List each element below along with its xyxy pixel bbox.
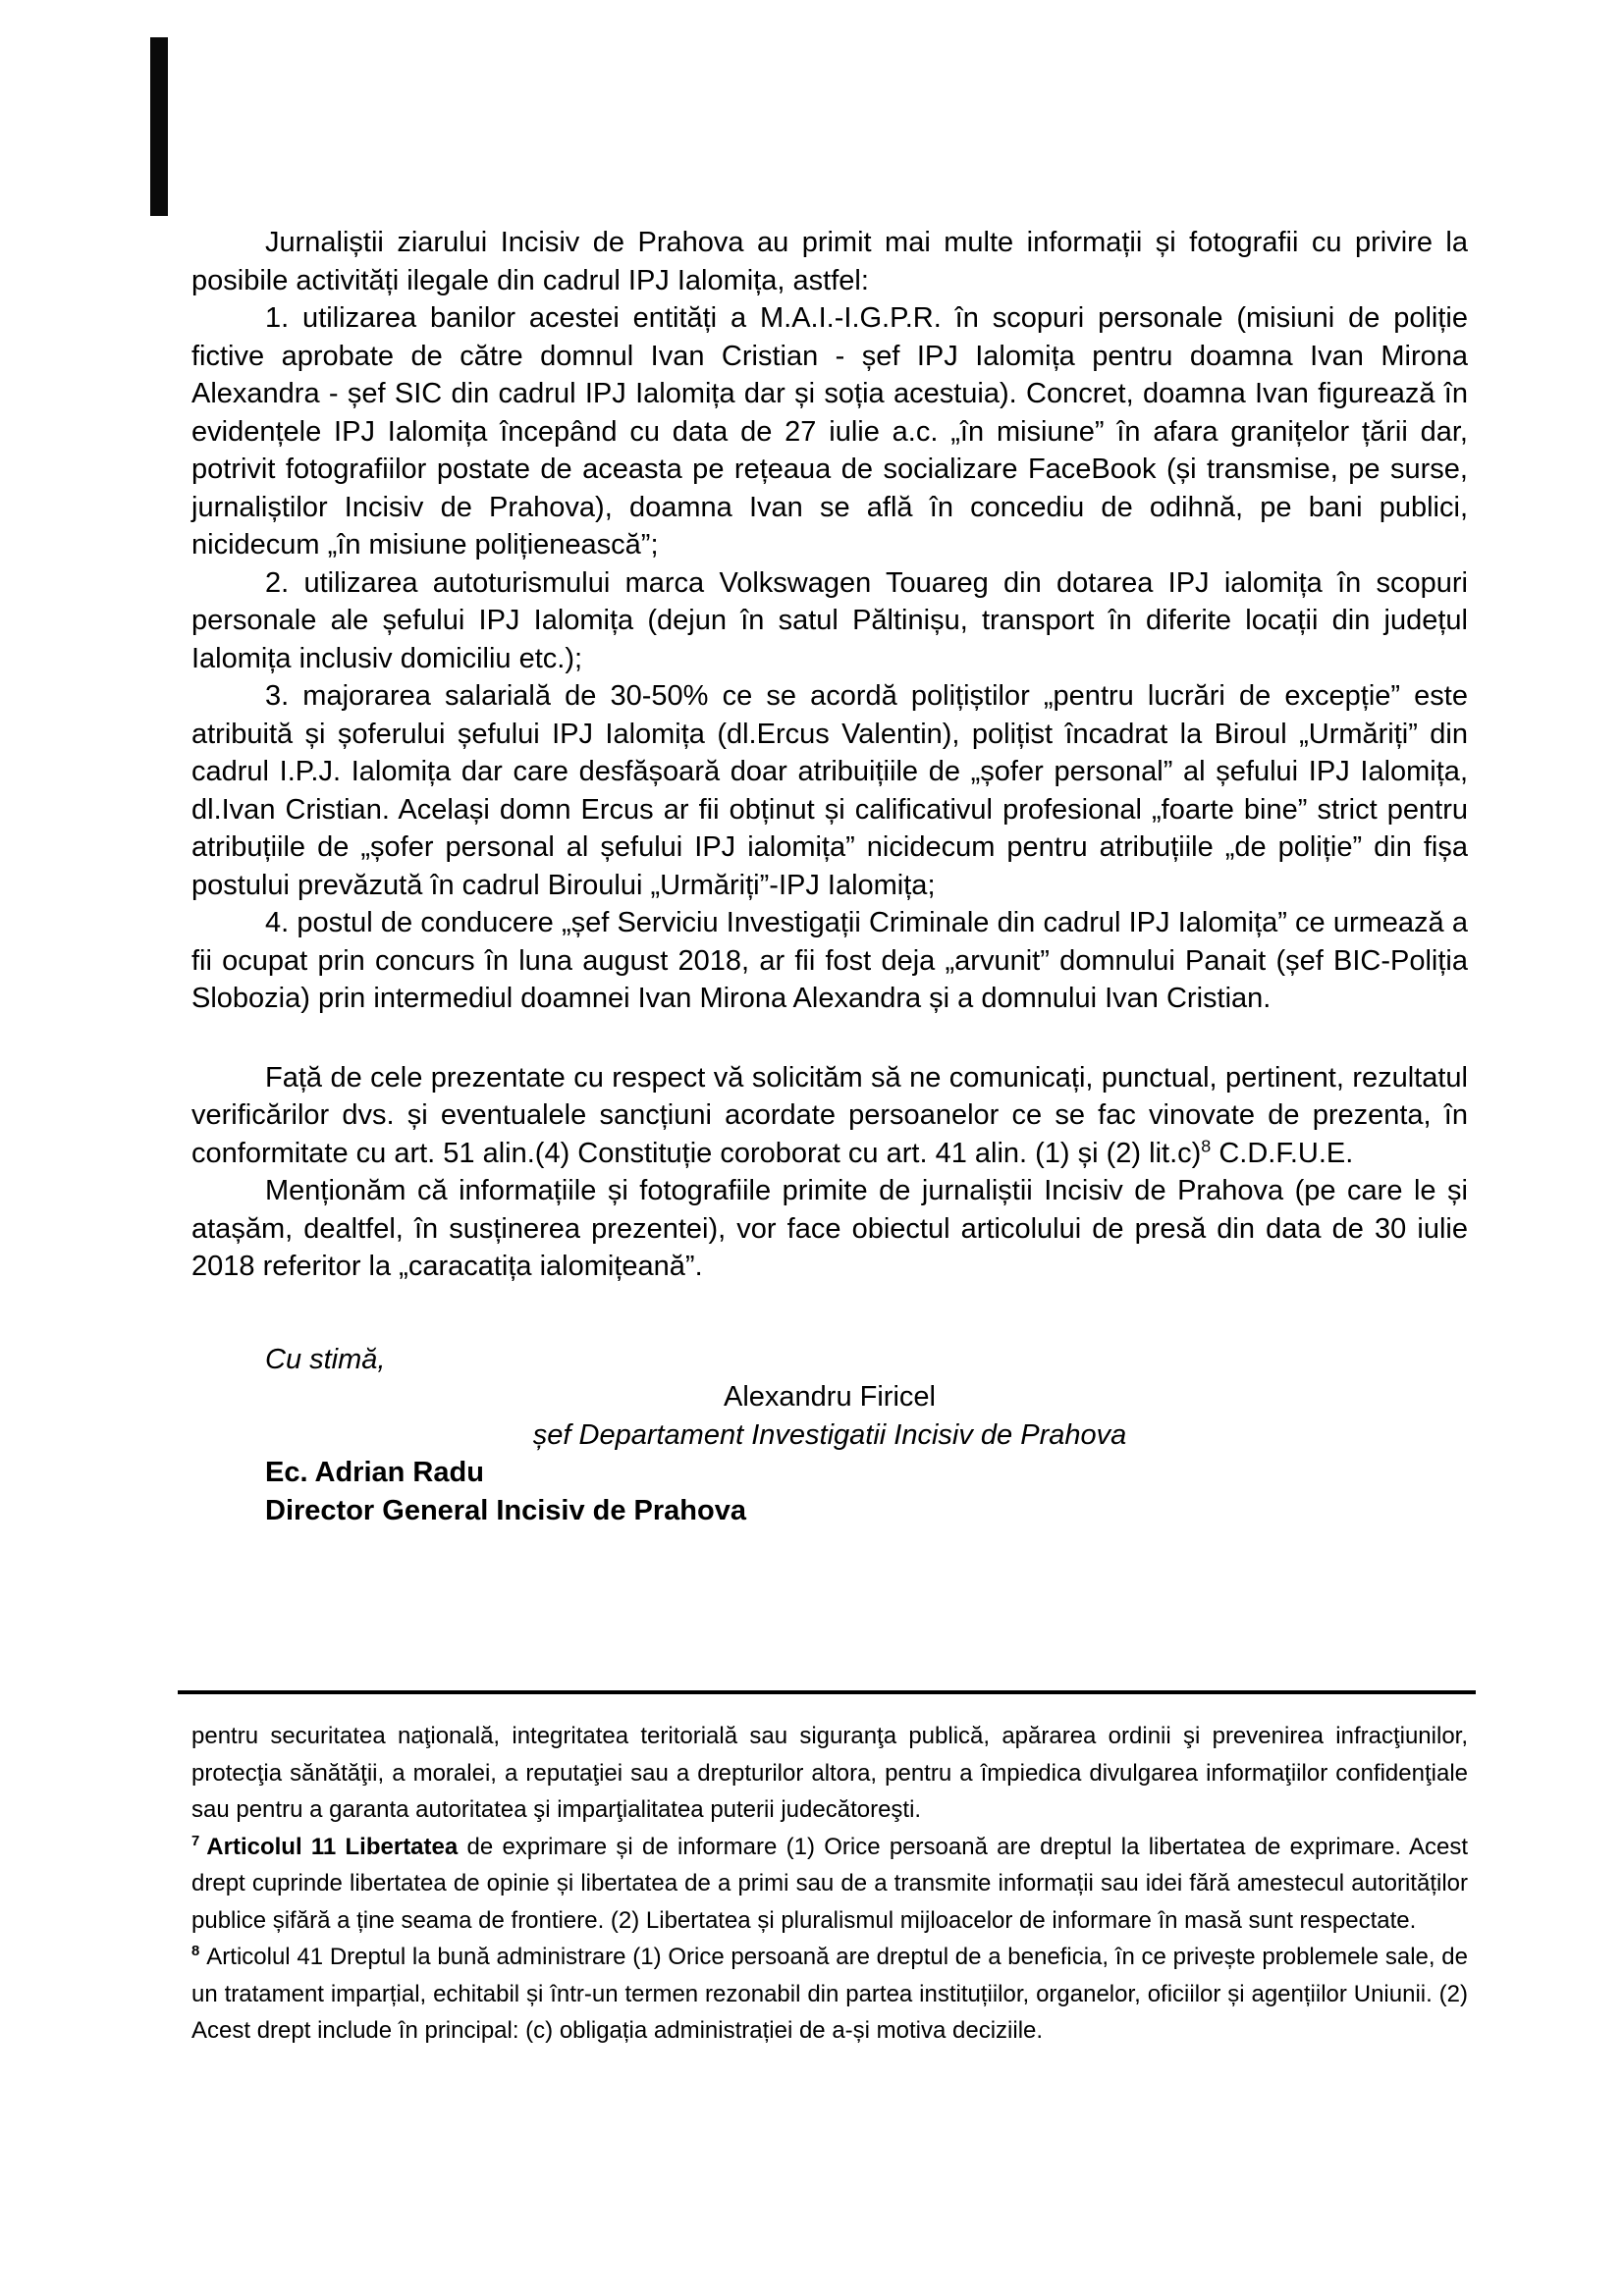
intro-paragraph: Jurnaliștii ziarului Incisiv de Prahova au primit mai multe informații și fotografii cu privire la posibile activități ilegale din cadrul IPJ Ialomița, astfel: — [191, 227, 1468, 296]
allegation-3-paragraph: 3. majorarea salarială de 30-50% ce se acordă polițiștilor „pentru lucrări de excepție” este atribuită și șoferului șefului IPJ Ialomița (dl.Ercus Valentin), polițist încadrat la Biroul „Urmăriți” din cadrul I.P.J. Ialomița dar care desfășoară doar atribuițiile de „șofer personal” al șefului IPJ Ialomița, dl.Ivan Cristian. Același domn Ercus ar fii obținut și calificativul profesional „foarte bine” strict pentru atribuțiile de „șofer personal al șefului IPJ ialomița” nicidecum pentru atribuțiile „de poliție” din fișa postului prevăzută în cadrul Biroului „Urmăriți”-IPJ Ialomița; — [191, 680, 1468, 901]
footnotes-section — [191, 1690, 1468, 2050]
footnote-8 — [191, 1939, 1468, 2050]
footnote-ref-8: 8 — [1201, 1135, 1212, 1155]
footnote-separator-line — [178, 1690, 1476, 1694]
footnote-7-marker: 7 — [191, 1833, 200, 1849]
signer-title-director: Director General Incisiv de Prahova — [265, 1494, 746, 1526]
footnote-7-lead: Articolul 11 Libertatea — [206, 1833, 459, 1860]
footnote-8-text: Articolul 41 Dreptul la bună administrare (1) Orice persoană are dreptul de a beneficia, în ce privește problemele sale, de un tratament imparțial, echitabil și într-un termen rezonabil din partea instituțiilor, organelor, oficiilor și agențiilor Uniunii. (2) Acest drept include în principal: (c) obligația administrației de a-și motiva deciziile. — [191, 1944, 1468, 2044]
footnote-7-text: de exprimare și de informare (1) Orice persoană are dreptul la libertatea de exprimare. Acest drept cuprinde libertatea de opinie și libertatea de a primi sau de a transmite informații sau idei fără amestecul autorităților publice șifără a ține seama de frontiere. (2) Libertatea și pluralismul mijloacelor de informare în masă sunt respectate. — [191, 1833, 1468, 1934]
allegation-2-paragraph: 2. utilizarea autoturismului marca Volkswagen Touareg din dotarea IPJ ialomița în scopuri personale ale șefului IPJ Ialomița (dejun în satul Păltinișu, transport în diferite locații din județul Ialomița inclusiv domiciliu etc.); — [191, 566, 1468, 674]
scan-artifact-mark — [150, 37, 168, 216]
signer-name-investigations-chief: Alexandru Firicel — [724, 1381, 936, 1413]
request-text-end: C.D.F.U.E. — [1211, 1137, 1354, 1169]
allegation-1-paragraph: 1. utilizarea banilor acestei entități a M.A.I.-I.G.P.R. în scopuri personale (misiuni de poliție fictive aprobate de către domnul Ivan Cristian - șef IPJ Ialomița pentru doamna Ivan Mirona Alexandra - șef SIC din cadrul IPJ Ialomița dar și soția acestuia). Concret, doamna Ivan figurează în evidențele IPJ Ialomița începând cu data de 27 iulie a.c. „în misiune” în afara granițelor țării dar, potrivit fotografiilor postate de aceasta pe rețeaua de socializare FaceBook (și transmise, pe surse, jurnaliștilor Incisiv de Prahova), doamna Ivan se află în concediu de odihnă, pe bani publici, nicidecum „în misiune polițienească”; — [191, 302, 1468, 561]
footnote-7 — [191, 1829, 1468, 1940]
signer-name-director: Ec. Adrian Radu — [265, 1457, 484, 1488]
signer-title-investigations-chief: șef Departament Investigatii Incisiv de Prahova — [532, 1418, 1127, 1451]
footnote-8-marker: 8 — [191, 1944, 200, 1959]
request-text: Față de cele prezentate cu respect vă solicităm să ne comunicați, punctual, pertinent, rezultatul verificărilor dvs. și eventualele sancțiuni acordate persoanelor ce se fac vinovate de prezenta, în conformitate cu art. 51 alin.(4) Constituție coroborat cu art. 41 alin. (1) și (2) lit.c) — [191, 1061, 1468, 1169]
mention-paragraph: Menționăm că informațiile și fotografiile primite de jurnaliștii Incisiv de Prahova (pe care le și atașăm, dealtfel, în susținerea prezentei), vor face obiectul articolului de presă din data de 30 iulie 2018 referitor la „caracatița ialomițeană”. — [191, 1175, 1468, 1282]
letter-body — [191, 224, 1468, 1529]
request-paragraph — [191, 1059, 1468, 1173]
footnote-continuation: pentru securitatea naţională, integritatea teritorială sau siguranţa publică, apărarea ordinii şi prevenirea infracţiunilor, protecţia sănătăţii, a moralei, a reputaţiei sau a drepturilor altora, pentru a împiedica divulgarea informaţiilor confidenţiale sau pentru a garanta autoritatea şi imparţialitatea puterii judecătoreşti. — [191, 1723, 1468, 1823]
salutation: Cu stimă, — [265, 1343, 386, 1375]
allegation-4-paragraph: 4. postul de conducere „șef Serviciu Investigații Criminale din cadrul IPJ Ialomița” ce urmează a fii ocupat prin concurs în luna august 2018, ar fii fost deja „arvunit” domnului Panait (șef BIC-Poliția Slobozia) prin intermediul doamnei Ivan Mirona Alexandra și a domnului Ivan Cristian. — [191, 907, 1468, 1014]
